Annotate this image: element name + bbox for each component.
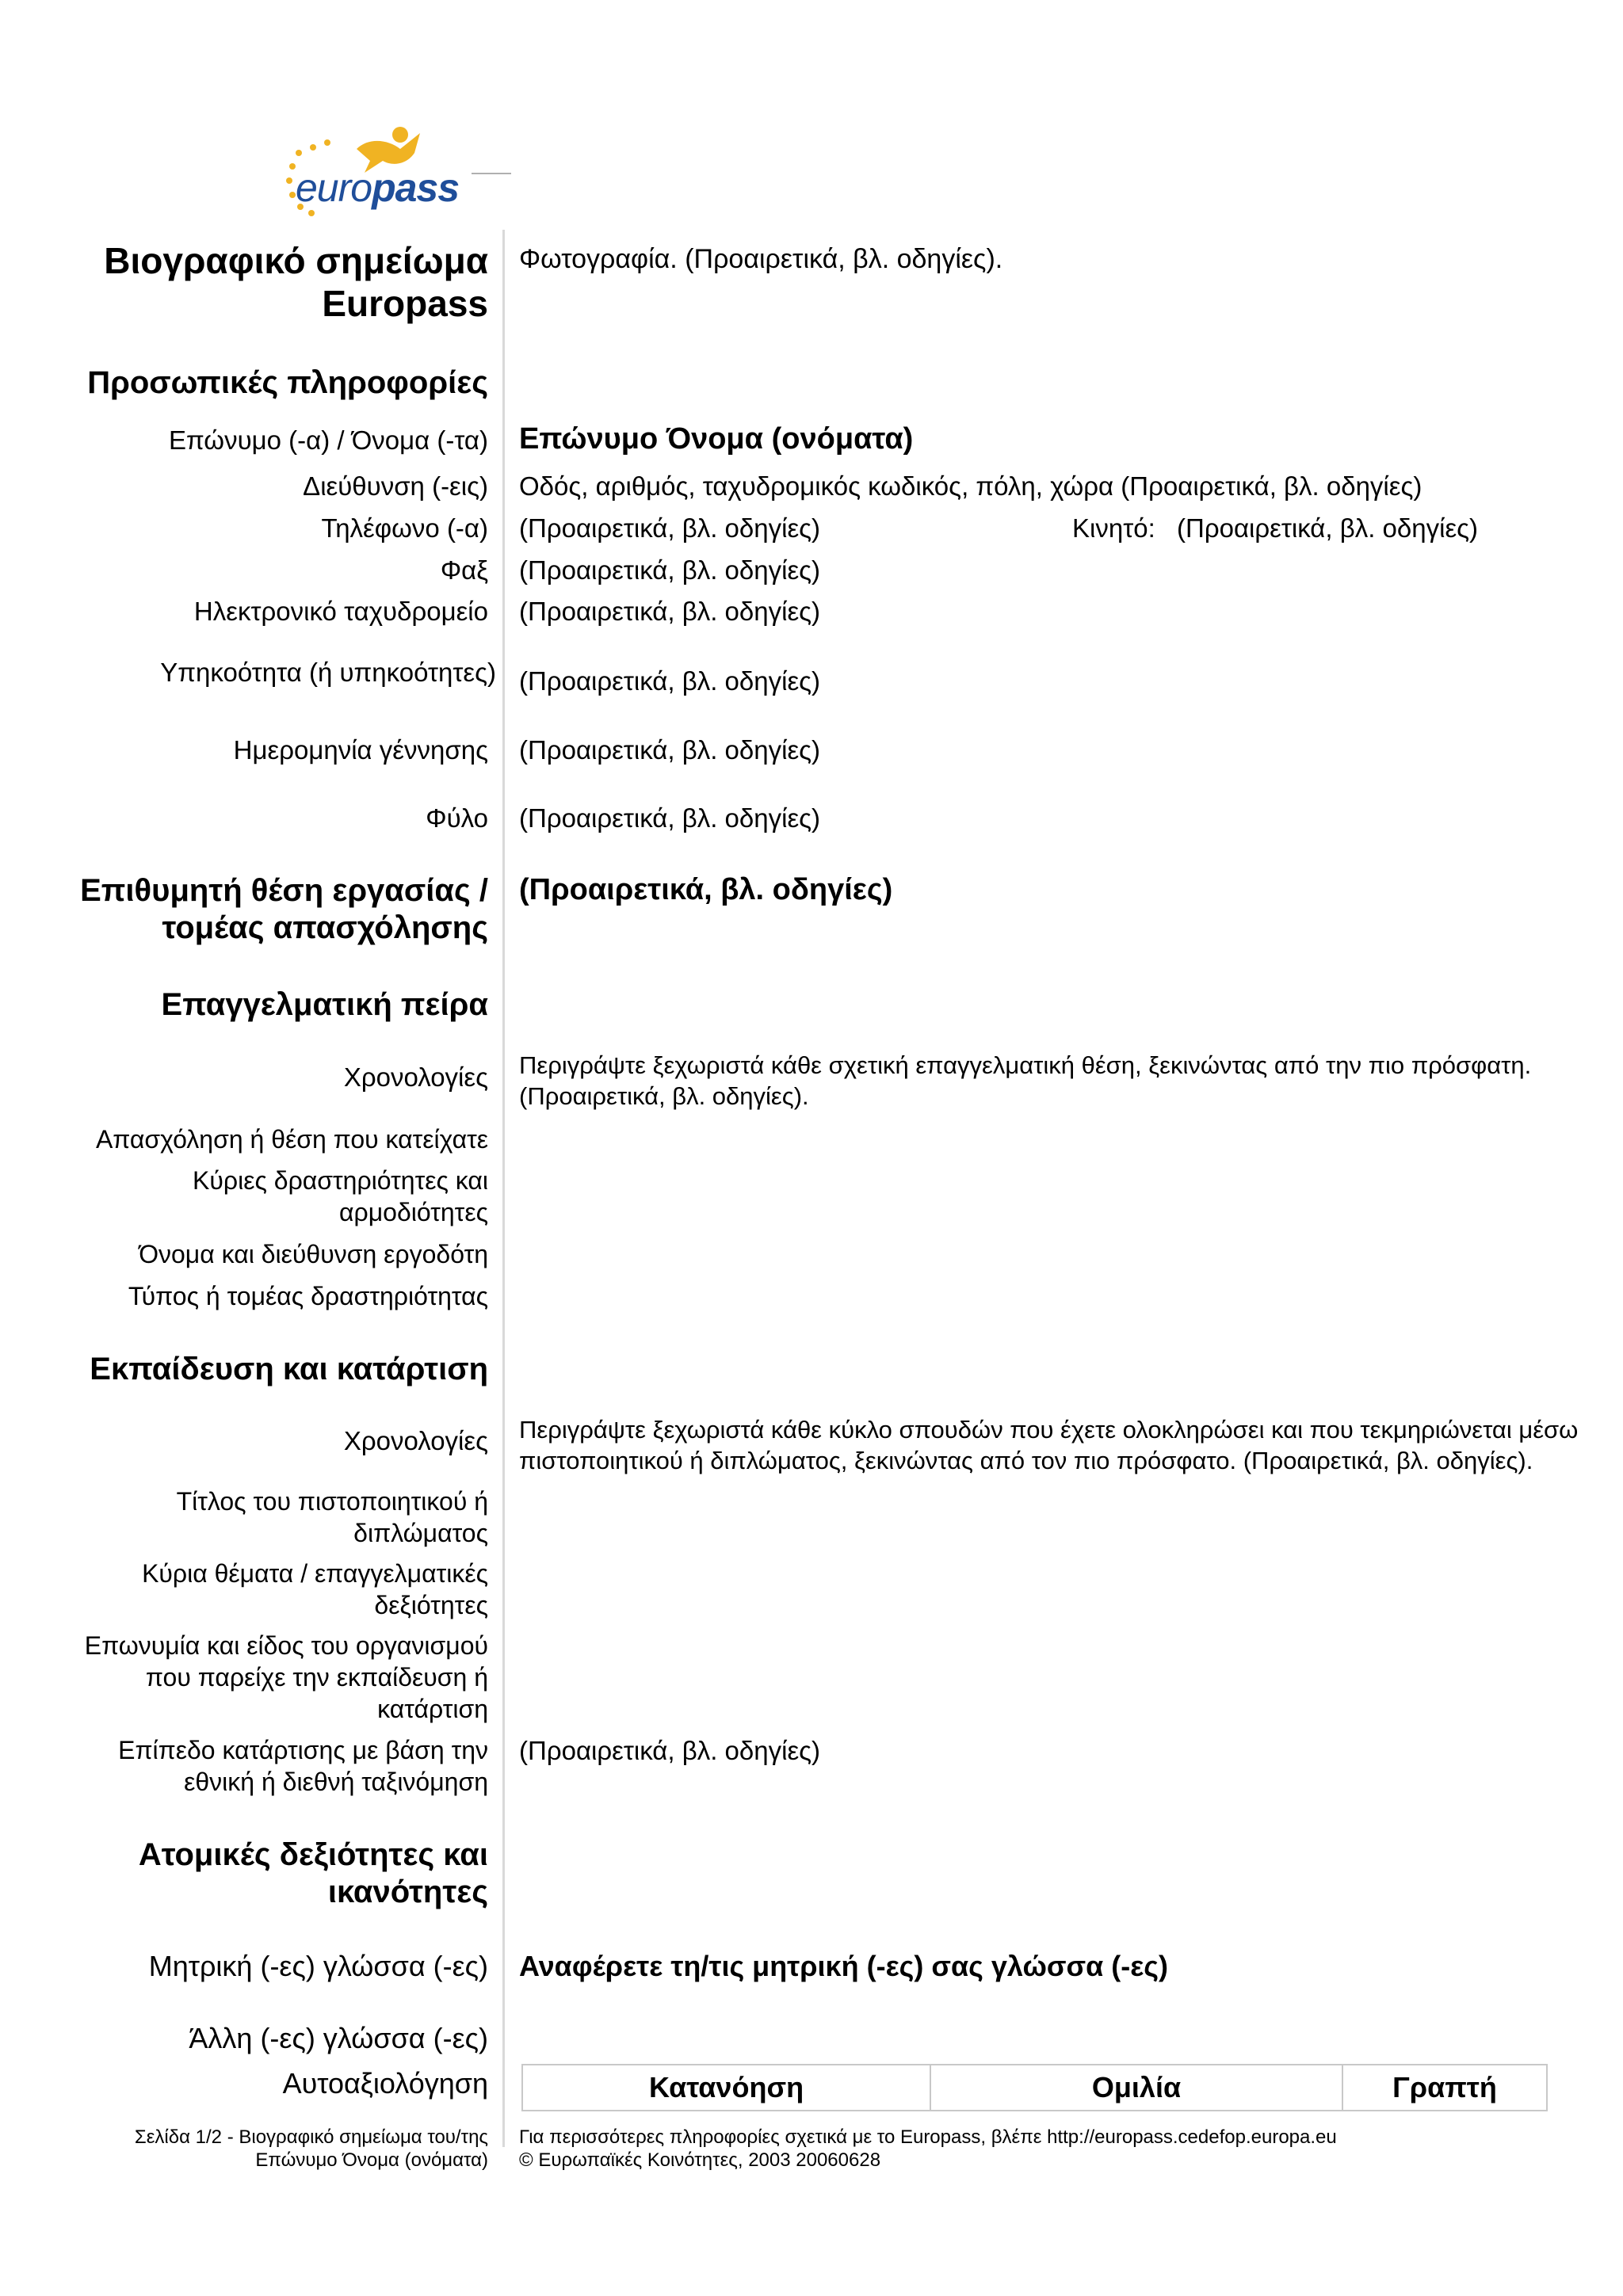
birth-label: Ημερομηνία γέννησης xyxy=(233,735,488,765)
page-title xyxy=(104,239,488,325)
self-assessment-table xyxy=(521,2064,1548,2111)
subjects-label-line2: δεξιότητες xyxy=(374,1591,488,1619)
experience-dates-line1: Περιγράψτε ξεχωριστά κάθε σχετική επαγγελματική θέση, ξεκινώντας από την πιο πρόσφατη. xyxy=(519,1051,1532,1079)
phone-label: Τηλέφωνο (-α) xyxy=(321,513,488,543)
experience-heading: Επαγγελματική πείρα xyxy=(161,987,488,1022)
email-label: Ηλεκτρονικό ταχυδρομείο xyxy=(193,597,488,626)
certificate-title-line2: διπλώματος xyxy=(353,1519,488,1547)
gender-value: (Προαιρετικά, βλ. οδηγίες) xyxy=(519,803,821,833)
desired-heading-line2: τομέας απασχόλησης xyxy=(162,910,488,945)
personal-heading: Προσωπικές πληροφορίες xyxy=(87,365,488,400)
subjects-label xyxy=(142,1558,488,1621)
mobile-value: (Προαιρετικά, βλ. οδηγίες) xyxy=(1177,513,1479,543)
footer-more-info: Για περισσότερες πληροφορίες σχετικά με το Europass, βλέπε http://europass.cedefop.europa.eu xyxy=(519,2126,1337,2148)
sector-label: Τύπος ή τομέας δραστηριότητας xyxy=(128,1282,488,1310)
education-heading: Εκπαίδευση και κατάρτιση xyxy=(90,1352,488,1386)
organisation-label xyxy=(85,1630,488,1725)
mobile-label: Κινητό: xyxy=(1072,513,1155,543)
title-line1: Βιογραφικό σημείωμα xyxy=(104,240,488,281)
logo-text-euro: euro xyxy=(296,166,372,210)
education-dates-line2: πιστοποιητικού ή διπλώματος, ξεκινώντας από τον πιο πρόσφατο. (Προαιρετικά, βλ. οδηγίες). xyxy=(519,1447,1533,1474)
skills-heading xyxy=(139,1836,488,1911)
position-label: Απασχόληση ή θέση που κατείχατε xyxy=(95,1125,488,1154)
level-label xyxy=(118,1734,488,1798)
footer-right xyxy=(519,2126,1337,2172)
address-label: Διεύθυνση (-εις) xyxy=(303,471,488,501)
activities-label-line2: αρμοδιότητες xyxy=(339,1198,488,1226)
certificate-title-line1: Τίτλος του πιστοποιητικού ή xyxy=(176,1487,488,1516)
email-value: (Προαιρετικά, βλ. οδηγίες) xyxy=(519,597,821,626)
self-assessment-label: Αυτοαξιολόγηση xyxy=(282,2067,488,2100)
name-value: Επώνυμο Όνομα (ονόματα) xyxy=(519,422,914,456)
experience-dates-value xyxy=(519,1050,1531,1112)
level-label-line2: εθνική ή διεθνή ταξινόμηση xyxy=(184,1768,488,1796)
title-line2: Europass xyxy=(322,283,488,324)
education-dates-value xyxy=(519,1414,1578,1476)
name-label: Επώνυμο (-α) / Όνομα (-τα) xyxy=(169,425,488,455)
mother-tongue-label: Μητρική (-ες) γλώσσα (-ες) xyxy=(148,1950,488,1982)
organisation-label-line3: κατάρτιση xyxy=(377,1695,488,1723)
experience-dates-label: Χρονολογίες xyxy=(343,1062,488,1092)
phone-value: (Προαιρετικά, βλ. οδηγίες) xyxy=(519,513,821,543)
organisation-label-line2: που παρείχε την εκπαίδευση ή xyxy=(145,1663,488,1691)
fax-label: Φαξ xyxy=(440,555,488,585)
skills-heading-line2: ικανότητες xyxy=(327,1875,488,1909)
activities-label xyxy=(193,1165,488,1228)
level-label-line1: Επίπεδο κατάρτισης με βάση την xyxy=(118,1736,488,1764)
footer-name: Επώνυμο Όνομα (ονόματα) xyxy=(255,2149,488,2171)
logo-text-pass: pass xyxy=(372,166,460,210)
europass-logo xyxy=(281,117,511,220)
table-header-speaking: Ομιλία xyxy=(931,2065,1343,2110)
birth-value: (Προαιρετικά, βλ. οδηγίες) xyxy=(519,735,821,765)
desired-heading xyxy=(80,872,488,947)
photo-note: Φωτογραφία. (Προαιρετικά, βλ. οδηγίες). xyxy=(519,244,1003,274)
nationality-label: Υπηκοότητα (ή υπηκοότητες) xyxy=(160,658,496,687)
employer-label: Όνομα και διεύθυνση εργοδότη xyxy=(139,1240,488,1268)
experience-dates-line2: (Προαιρετικά, βλ. οδηγίες). xyxy=(519,1082,809,1110)
nationality-value: (Προαιρετικά, βλ. οδηγίες) xyxy=(519,666,821,696)
certificate-title-label xyxy=(177,1486,488,1549)
footer-page-info: Σελίδα 1/2 - Βιογραφικό σημείωμα του/της xyxy=(134,2126,488,2148)
footer-copyright: © Ευρωπαϊκές Κοινότητες, 2003 20060628 xyxy=(519,2149,881,2171)
level-value: (Προαιρετικά, βλ. οδηγίες) xyxy=(519,1736,821,1765)
table-header-writing: Γραπτή xyxy=(1392,2071,1497,2103)
other-languages-label: Άλλη (-ες) γλώσσα (-ες) xyxy=(189,2022,488,2054)
organisation-label-line1: Επωνυμία και είδος του οργανισμού xyxy=(84,1631,488,1660)
activities-label-line1: Κύριες δραστηριότητες και xyxy=(193,1166,488,1195)
desired-heading-line1: Επιθυμητή θέση εργασίας / xyxy=(80,873,488,908)
fax-value: (Προαιρετικά, βλ. οδηγίες) xyxy=(519,555,821,585)
education-dates-label: Χρονολογίες xyxy=(343,1426,488,1455)
subjects-label-line1: Κύρια θέματα / επαγγελματικές xyxy=(142,1559,488,1588)
education-dates-line1: Περιγράψτε ξεχωριστά κάθε κύκλο σπουδών που έχετε ολοκληρώσει και που τεκμηριώνεται μέσω xyxy=(519,1416,1579,1444)
address-value: Οδός, αριθμός, ταχυδρομικός κωδικός, πόλη, χώρα (Προαιρετικά, βλ. οδηγίες) xyxy=(519,471,1423,501)
desired-value: (Προαιρετικά, βλ. οδηγίες) xyxy=(519,873,893,906)
mother-tongue-value: Αναφέρετε τη/τις μητρική (-ες) σας γλώσσα (-ες) xyxy=(519,1950,1169,1982)
table-header-understanding: Κατανόηση xyxy=(523,2065,931,2110)
footer-left xyxy=(135,2126,488,2172)
gender-label: Φύλο xyxy=(426,803,488,833)
skills-heading-line1: Ατομικές δεξιότητες και xyxy=(138,1837,488,1872)
column-divider xyxy=(502,230,505,2147)
